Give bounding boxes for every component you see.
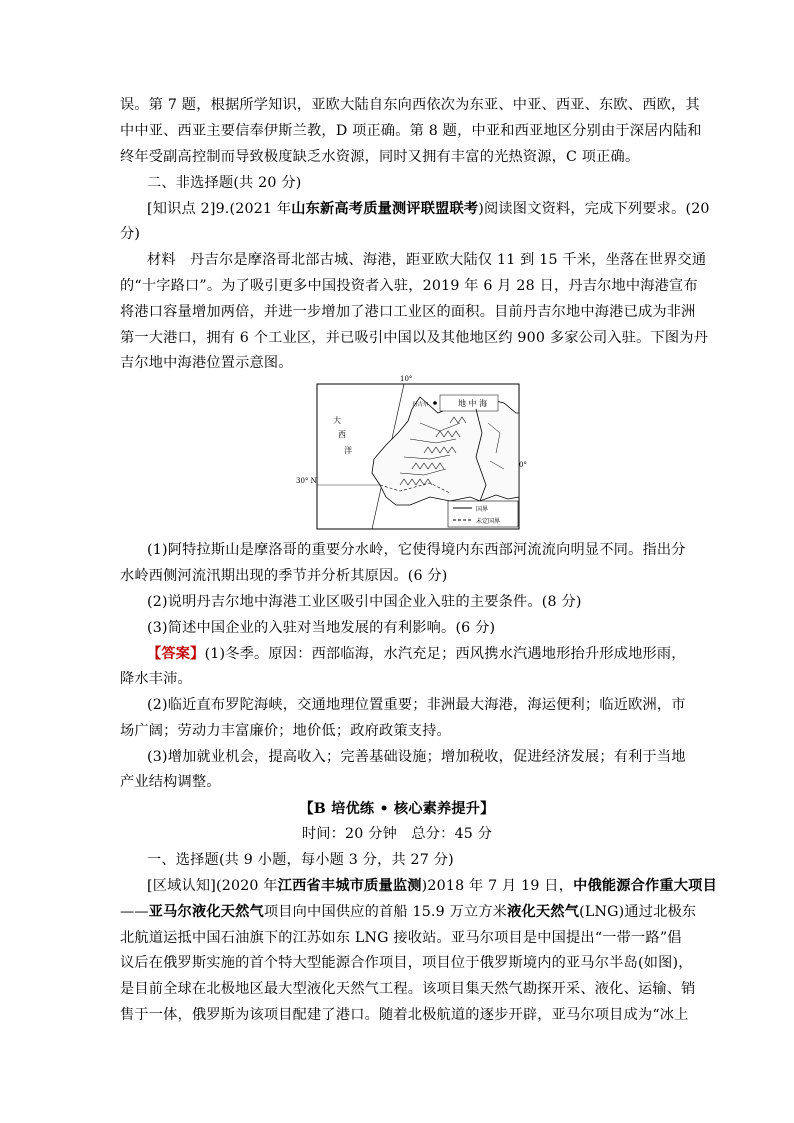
answer-line: 【答案】(1)冬季。原因：西部临海，水汽充足；西风携水汽遇地形抬升形成地形雨， xyxy=(147,646,686,662)
map-lat-label: 30° N xyxy=(296,477,317,485)
answer-line: 产业结构调整。 xyxy=(120,774,221,790)
section-b-time: 时间：20 分钟 总分：45 分 xyxy=(301,826,493,842)
question-9-header: [知识点 2]9.(2021 年山东新高考质量测评联盟联考)阅读图文资料，完成下列要求。(20 xyxy=(147,201,710,217)
paragraph-line: 售于一体，俄罗斯为该项目配建了港口。随着北极航道的逐步开辟，亚马尔项目成为“冰上 xyxy=(120,1007,689,1023)
question-header: [区域认知](2020 年江西省丰城市质量监测)2018 年 7 月 19 日，中俄能源合作重大项目 xyxy=(147,878,717,894)
answer-line: (2)临近直布罗陀海峡，交通地理位置重要；非洲最大海港，海运便利；临近欧洲，市 xyxy=(147,697,686,713)
section-b-title: 【B 培优练 • 核心素养提升】 xyxy=(299,801,495,817)
material-line: 吉尔地中海港位置示意图。 xyxy=(120,355,293,371)
paragraph-line: 中中亚、西亚主要信奉伊斯兰教，D 项正确。第 8 题，中亚和西亚地区分别由于深居内陆和 xyxy=(120,123,702,139)
material-line: 将港口容量增加两倍，并进一步增加了港口工业区的面积。目前丹吉尔地中海港已成为非洲 xyxy=(120,304,696,320)
paragraph-line: 分) xyxy=(120,226,141,242)
material-line: 的“十字路口”。为了吸引更多中国投资者入驻，2019 年 6 月 28 日，丹吉尔地中海港宣布 xyxy=(120,278,698,294)
material-line: 第一大港口，拥有 6 个工业区，并已吸引中国以及其他地区约 900 多家公司入驻。下图为丹 xyxy=(120,330,709,346)
question-line: 水岭西侧河流汛期出现的季节并分析其原因。(6 分) xyxy=(120,568,448,584)
question-line: (1)阿特拉斯山是摩洛哥的重要分水岭，它使得境内东西部河流流向明显不同。指出分 xyxy=(147,542,686,558)
paragraph-line: ——亚马尔液化天然气项目向中国供应的首船 15.9 万立方米液化天然气(LNG)通过北极东 xyxy=(120,904,697,920)
map-ocean-label: 西 xyxy=(338,430,346,439)
paragraph-line: 误。第 7 题，根据所学知识，亚欧大陆自东向西依次为东亚、中亚、西亚、东欧、西欧，其 xyxy=(120,97,700,113)
tangier-port-map xyxy=(296,373,527,533)
tangier-point xyxy=(433,401,437,405)
paragraph-line: 议后在俄罗斯实施的首个特大型能源合作项目，项目位于俄罗斯境内的亚马尔半岛(如图)， xyxy=(120,955,693,971)
material-line: 材料 丹吉尔是摩洛哥北部古城、海港，距亚欧大陆仅 11 到 15 千米，坐落在世界交通 xyxy=(147,252,707,268)
map-sea-label: 地 中 海 xyxy=(458,399,488,408)
answer-label: 【答案】 xyxy=(147,646,205,662)
legend-undetermined-label: 未定国界 xyxy=(476,518,501,525)
answer-line: (3)增加就业机会，提高收入；完善基础设施；增加税收，促进经济发展；有利于当地 xyxy=(147,749,686,765)
legend-border-label: 国界 xyxy=(476,506,489,513)
question-line: (2)说明丹吉尔地中海港工业区吸引中国企业入驻的主要条件。(8 分) xyxy=(147,594,582,610)
answer-line: 场广阔；劳动力丰富廉价；地价低；政府政策支持。 xyxy=(120,723,451,739)
map-city-label: 丹吉尔 xyxy=(412,402,429,408)
section-title: 二、非选择题(共 20 分) xyxy=(147,175,302,191)
map-ocean-label: 大 xyxy=(333,416,341,425)
paragraph-line: 北航道运抵中国石油旗下的江苏如东 LNG 接收站。亚马尔项目是中国提出“一带一路”倡 xyxy=(120,930,682,946)
map-lon-label: 0° xyxy=(519,461,527,469)
answer-line: 降水丰沛。 xyxy=(120,671,192,687)
paragraph-line: 终年受副高控制而导致极度缺乏水资源，同时又拥有丰富的光热资源，C 项正确。 xyxy=(120,149,640,165)
section-title: 一、选择题(共 9 小题，每小题 3 分，共 27 分) xyxy=(147,852,454,868)
paragraph-line: 是目前全球在北极地区最大型液化天然气工程。该项目集天然气勘探开采、液化、运输、销 xyxy=(120,981,696,997)
map-ocean-label: 洋 xyxy=(344,446,352,455)
map-lon-label: 10° xyxy=(400,375,413,383)
question-line: (3)简述中国企业的入驻对当地发展的有利影响。(6 分) xyxy=(147,620,496,636)
